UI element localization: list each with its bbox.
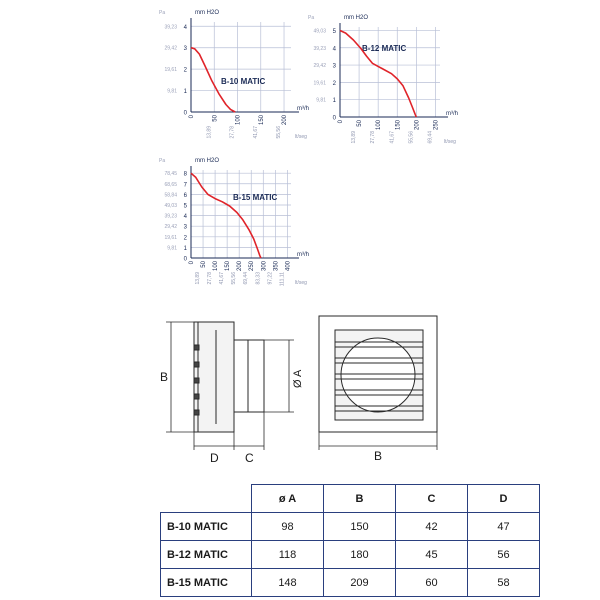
x-tick-label: 0 bbox=[338, 120, 344, 124]
x2-tick-label: 69,44 bbox=[427, 131, 434, 144]
x2-tick-label: 41,67 bbox=[252, 126, 259, 139]
x-tick-label: 100 bbox=[235, 115, 242, 126]
y-tick-label: 8 bbox=[183, 171, 187, 178]
pa-tick-label: 29,42 bbox=[164, 45, 177, 52]
y-tick-label: 3 bbox=[183, 224, 187, 231]
x-tick-label: 200 bbox=[414, 120, 421, 131]
x2-tick-label: 13,89 bbox=[195, 272, 202, 285]
y-tick-label: 2 bbox=[332, 80, 336, 87]
y-tick-label: 5 bbox=[332, 28, 336, 35]
x-tick-label: 0 bbox=[189, 115, 195, 119]
x2-tick-label: 69,44 bbox=[243, 272, 250, 285]
cell: 58 bbox=[468, 569, 540, 597]
pa-tick-label: 19,61 bbox=[313, 80, 326, 87]
x2-tick-label: 55,56 bbox=[276, 126, 283, 139]
row-model: B-15 MATIC bbox=[161, 569, 252, 597]
x2-axis-label: lt/seg bbox=[295, 280, 307, 286]
x-tick-label: 100 bbox=[213, 261, 220, 272]
cell: 42 bbox=[396, 513, 468, 541]
chart-title: B-15 MATIC bbox=[233, 193, 278, 202]
y-tick-label: 1 bbox=[183, 245, 187, 252]
pa-tick-label: 19,61 bbox=[164, 67, 177, 74]
dim-label-b-bottom: B bbox=[374, 449, 383, 463]
y-tick-label: 1 bbox=[183, 89, 187, 96]
x2-tick-label: 97,22 bbox=[267, 272, 274, 285]
y-tick-label: 4 bbox=[332, 46, 336, 53]
chart-title: B-12 MATIC bbox=[362, 44, 407, 53]
table-corner bbox=[161, 485, 252, 513]
pa-tick-label: 39,23 bbox=[164, 213, 177, 220]
dim-label-d: D bbox=[210, 451, 219, 465]
y-tick-label: 1 bbox=[332, 98, 336, 105]
x-axis-label: m³/h bbox=[297, 252, 309, 258]
table-row bbox=[161, 513, 540, 541]
cell: 45 bbox=[396, 541, 468, 569]
x2-tick-label: 41,67 bbox=[219, 272, 226, 285]
x-tick-label: 0 bbox=[189, 261, 195, 265]
x-tick-label: 400 bbox=[285, 261, 292, 272]
cell: 209 bbox=[324, 569, 396, 597]
cell: 47 bbox=[468, 513, 540, 541]
x-tick-label: 150 bbox=[258, 115, 265, 126]
x-tick-label: 250 bbox=[433, 120, 440, 131]
header-cell: C bbox=[396, 485, 468, 513]
x-tick-label: 100 bbox=[376, 120, 383, 131]
header-cell: D bbox=[468, 485, 540, 513]
y-tick-label: 3 bbox=[183, 46, 187, 53]
pa-tick-label: 9,81 bbox=[316, 97, 326, 104]
pa-tick-label: 49,03 bbox=[313, 28, 326, 35]
side-view bbox=[194, 322, 264, 432]
x-tick-label: 150 bbox=[225, 261, 232, 272]
x2-tick-label: 41,67 bbox=[389, 131, 396, 144]
pa-tick-label: 9,81 bbox=[167, 245, 177, 252]
y-tick-label: 5 bbox=[183, 203, 187, 210]
x2-tick-label: 55,56 bbox=[408, 131, 415, 144]
cell: 98 bbox=[252, 513, 324, 541]
x-tick-label: 50 bbox=[357, 120, 364, 127]
pa-tick-label: 78,45 bbox=[164, 171, 177, 178]
pa-tick-label: 39,23 bbox=[164, 24, 177, 31]
x2-tick-label: 83,33 bbox=[255, 272, 262, 285]
x-tick-label: 350 bbox=[273, 261, 280, 272]
x-axis-label: m³/h bbox=[446, 111, 458, 117]
y-tick-label: 4 bbox=[183, 214, 187, 221]
cell: 150 bbox=[324, 513, 396, 541]
row-model: B-12 MATIC bbox=[161, 541, 252, 569]
pa-tick-label: 29,42 bbox=[164, 224, 177, 231]
cell: 56 bbox=[468, 541, 540, 569]
y-tick-label: 0 bbox=[183, 110, 187, 117]
x2-tick-label: 27,78 bbox=[370, 131, 377, 144]
x-tick-label: 250 bbox=[249, 261, 256, 272]
x-axis-label: m³/h bbox=[297, 106, 309, 112]
pa-tick-label: 49,03 bbox=[164, 202, 177, 209]
x-tick-label: 50 bbox=[212, 115, 219, 122]
table-row bbox=[161, 569, 540, 597]
pa-tick-label: 29,42 bbox=[313, 63, 326, 70]
x2-axis-label: lt/seg bbox=[444, 139, 456, 145]
y-tick-label: 4 bbox=[183, 24, 187, 31]
chart-title: B-10 MATIC bbox=[221, 77, 266, 86]
pa-tick-label: 19,61 bbox=[164, 234, 177, 241]
cell: 60 bbox=[396, 569, 468, 597]
x-tick-label: 200 bbox=[237, 261, 244, 272]
x2-tick-label: 13,89 bbox=[351, 131, 358, 144]
pa-axis-label: Pa bbox=[308, 15, 315, 21]
row-model: B-10 MATIC bbox=[161, 513, 252, 541]
y-tick-label: 2 bbox=[183, 67, 187, 74]
x2-tick-label: 27,78 bbox=[207, 272, 214, 285]
y-axis-label: mm H2O bbox=[195, 10, 219, 16]
pa-axis-label: Pa bbox=[159, 10, 166, 16]
y-tick-label: 7 bbox=[183, 182, 187, 189]
dim-label-c: C bbox=[245, 451, 254, 465]
dim-label-a: Ø A bbox=[292, 369, 304, 388]
x2-tick-label: 111,11 bbox=[279, 272, 286, 287]
y-tick-label: 3 bbox=[332, 63, 336, 70]
dim-label-b-left: B bbox=[160, 370, 169, 384]
x-tick-label: 200 bbox=[282, 115, 289, 126]
front-view bbox=[319, 316, 437, 432]
y-axis-label: mm H2O bbox=[344, 15, 368, 21]
header-cell: ø A bbox=[252, 485, 324, 513]
y-tick-label: 6 bbox=[183, 192, 187, 199]
x2-tick-label: 13,89 bbox=[206, 126, 213, 139]
table-header-row bbox=[161, 485, 540, 513]
x-tick-label: 150 bbox=[395, 120, 402, 131]
pa-tick-label: 58,84 bbox=[164, 192, 177, 199]
x-tick-label: 300 bbox=[261, 261, 268, 272]
pa-tick-label: 39,23 bbox=[313, 45, 326, 52]
table-row bbox=[161, 541, 540, 569]
pa-tick-label: 68,65 bbox=[164, 181, 177, 188]
pa-axis-label: Pa bbox=[159, 158, 166, 164]
cell: 148 bbox=[252, 569, 324, 597]
dimensions-table bbox=[160, 484, 540, 597]
y-tick-label: 2 bbox=[183, 235, 187, 242]
y-tick-label: 0 bbox=[332, 115, 336, 122]
x2-axis-label: lt/seg bbox=[295, 134, 307, 140]
header-cell: B bbox=[324, 485, 396, 513]
x2-tick-label: 27,78 bbox=[229, 126, 236, 139]
x2-tick-label: 55,56 bbox=[231, 272, 238, 285]
cell: 118 bbox=[252, 541, 324, 569]
y-axis-label: mm H2O bbox=[195, 158, 219, 164]
x-tick-label: 50 bbox=[201, 261, 208, 268]
cell: 180 bbox=[324, 541, 396, 569]
y-tick-label: 0 bbox=[183, 256, 187, 263]
pa-tick-label: 9,81 bbox=[167, 88, 177, 95]
